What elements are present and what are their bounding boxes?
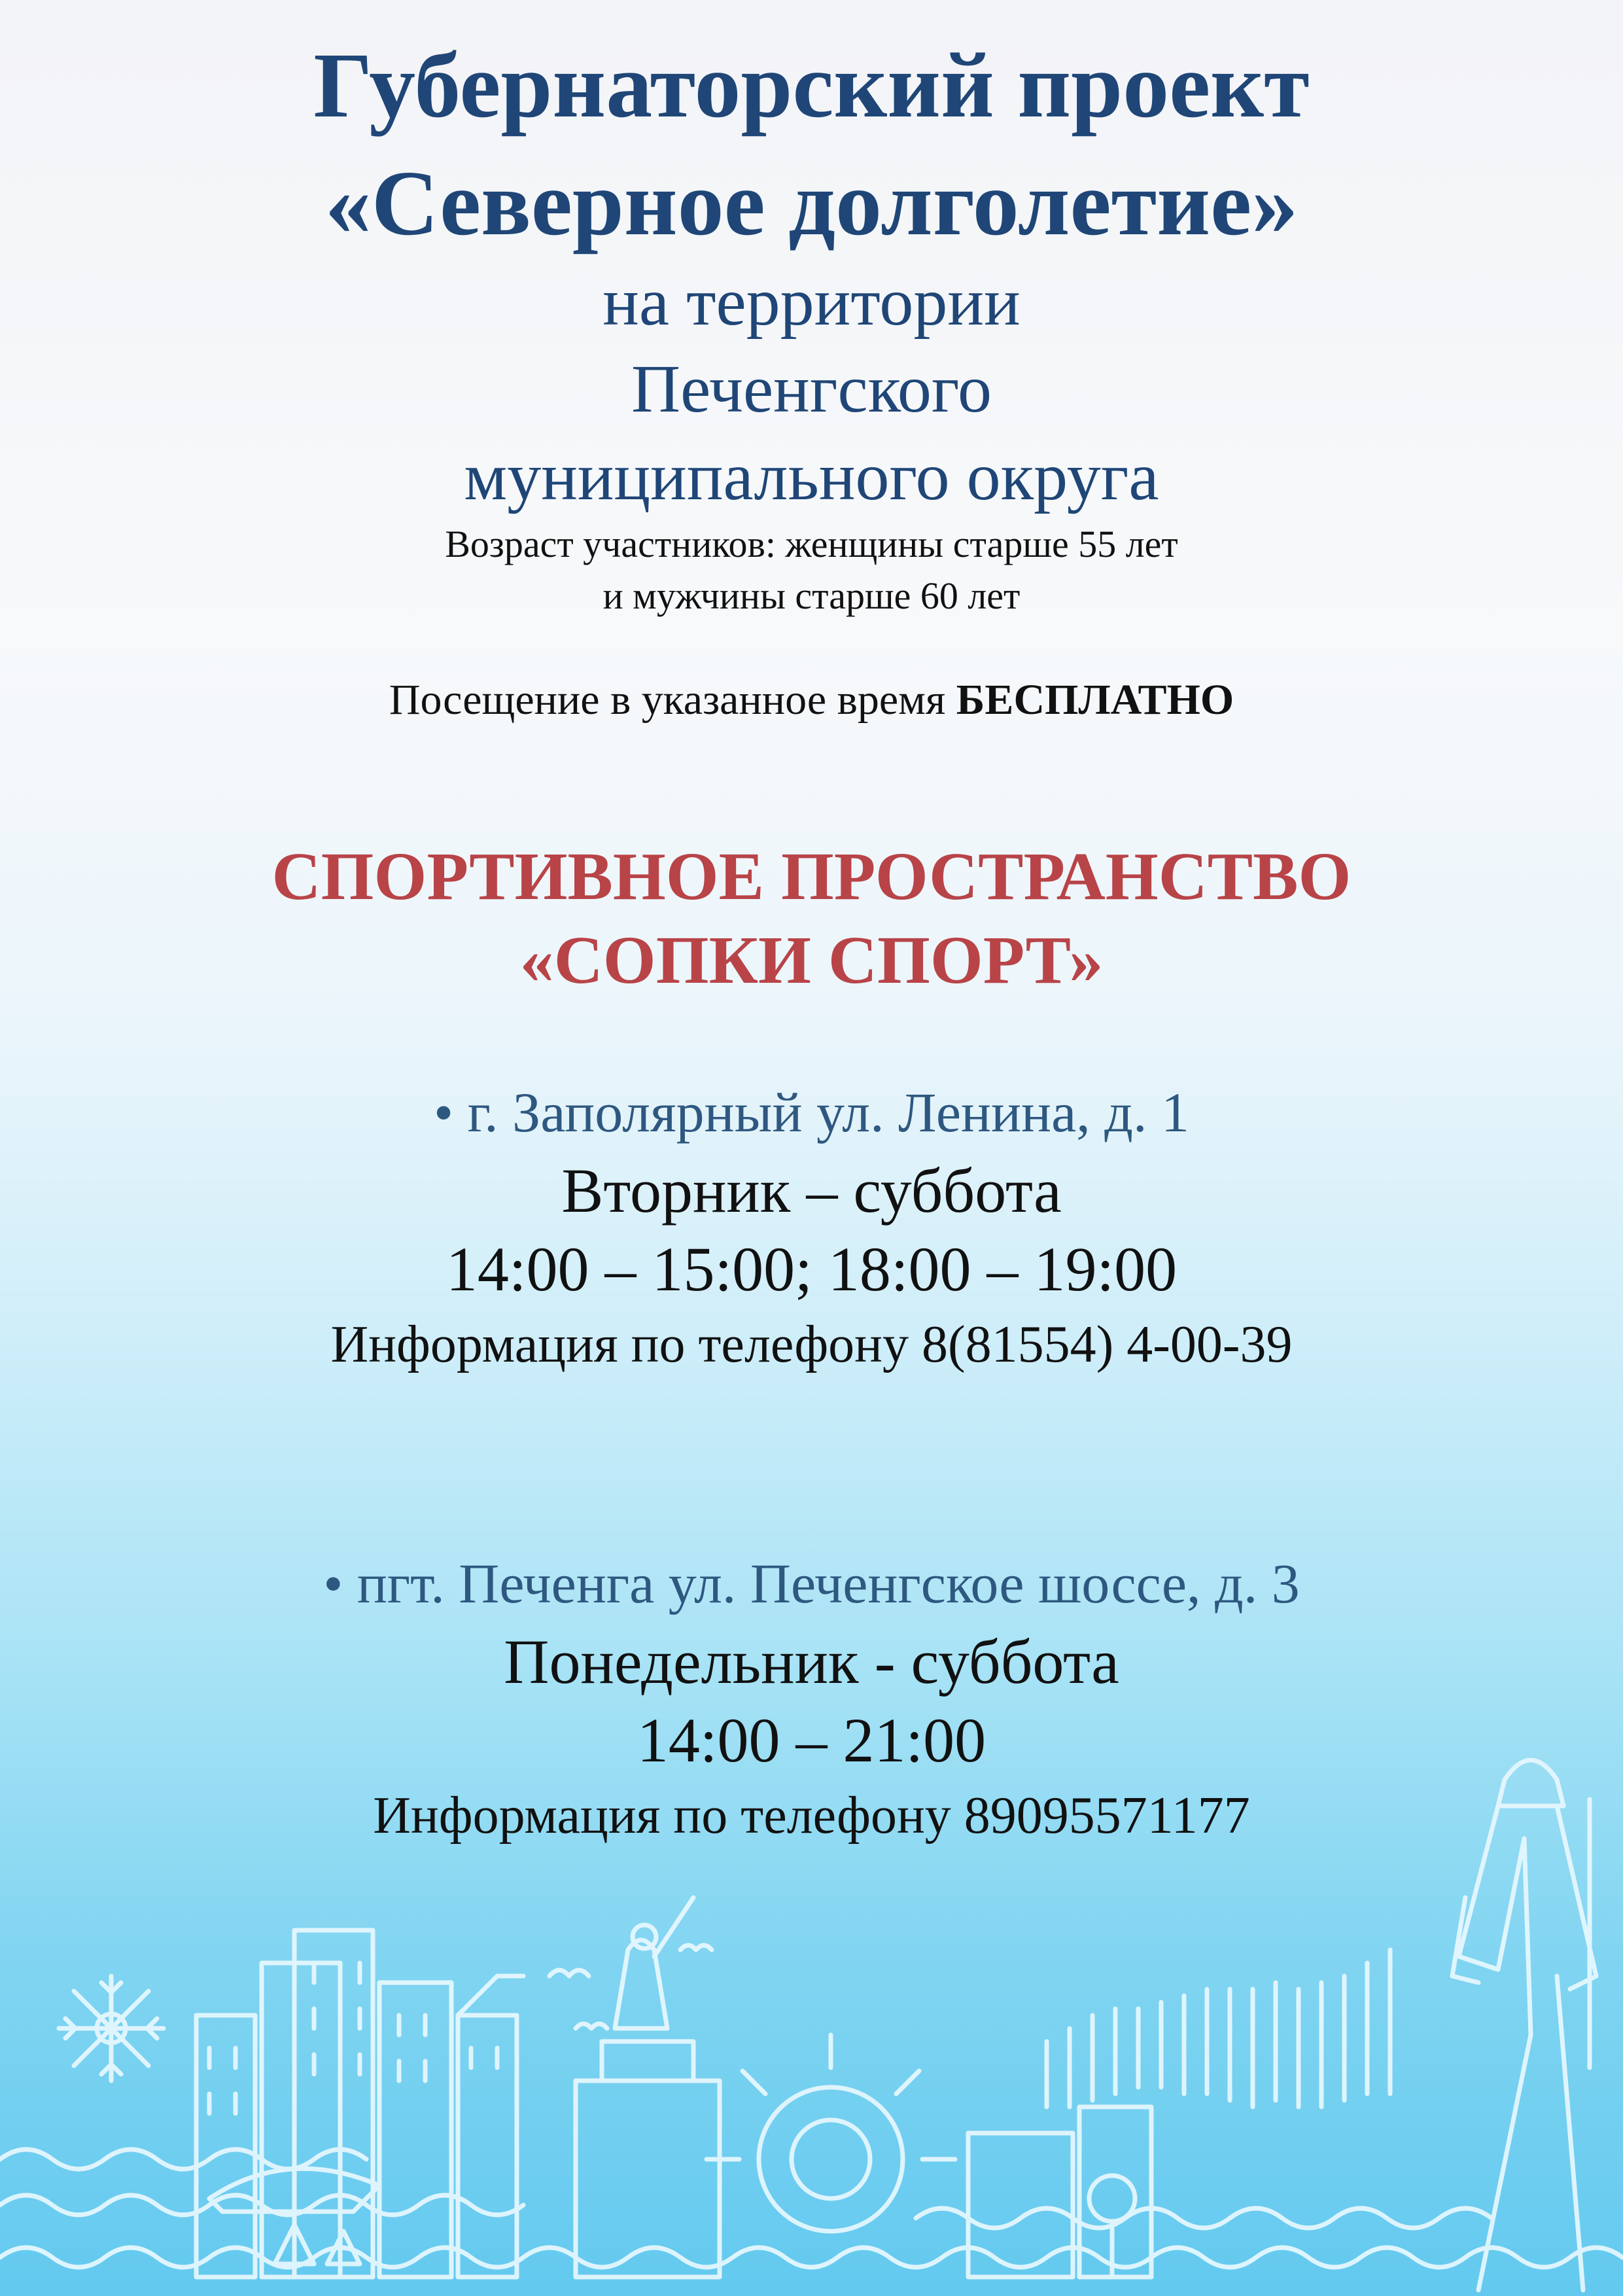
- free-visit-emphasis: БЕСПЛАТНО: [956, 676, 1234, 724]
- location-phone: Информация по телефону 89095571177: [373, 1787, 1250, 1845]
- title-line-1: Губернаторский проект: [313, 33, 1310, 137]
- eligibility-line-2: и мужчины старше 60 лет: [602, 574, 1021, 617]
- location-phone: Информация по телефону 8(81554) 4-00-39: [330, 1316, 1293, 1373]
- birds-icon: [550, 1945, 712, 2028]
- city-skyline-decoration: [0, 1701, 1623, 2296]
- location-address: • г. Заполярный ул. Ленина, д. 1: [433, 1081, 1190, 1144]
- monument-icon: [576, 1898, 720, 2277]
- snowflake-icon: [59, 1976, 164, 2081]
- free-visit-note: [0, 671, 1623, 730]
- waves-icon: [0, 2149, 1622, 2267]
- subtitle-line-3: муниципального округа: [464, 439, 1159, 514]
- venue-name-line-2: «СОПКИ СПОРТ»: [519, 923, 1104, 998]
- city-skyline-icon: [196, 1930, 523, 2277]
- sun-icon: [707, 2035, 955, 2231]
- location-days: Вторник – суббота: [561, 1156, 1062, 1226]
- location-address: • пгт. Печенга ул. Печенгское шоссе, д. 3: [323, 1552, 1300, 1615]
- location-hours: 14:00 – 15:00; 18:00 – 19:00: [445, 1234, 1178, 1304]
- northern-lights-icon: [1047, 1950, 1390, 2107]
- venue-name-line-1: СПОРТИВНОЕ ПРОСТРАНСТВО: [271, 839, 1352, 914]
- title-line-2: «Северное долголетие»: [324, 151, 1299, 255]
- location-days: Понедельник - суббота: [504, 1627, 1119, 1697]
- subtitle-line-1: на территории: [602, 264, 1021, 340]
- eligibility-line-1: Возраст участников: женщины старше 55 лет: [445, 523, 1178, 565]
- free-visit-text: Посещение в указанное время: [389, 676, 956, 724]
- subtitle-line-2: Печенгского: [631, 351, 992, 427]
- location-hours: 14:00 – 21:00: [637, 1705, 986, 1775]
